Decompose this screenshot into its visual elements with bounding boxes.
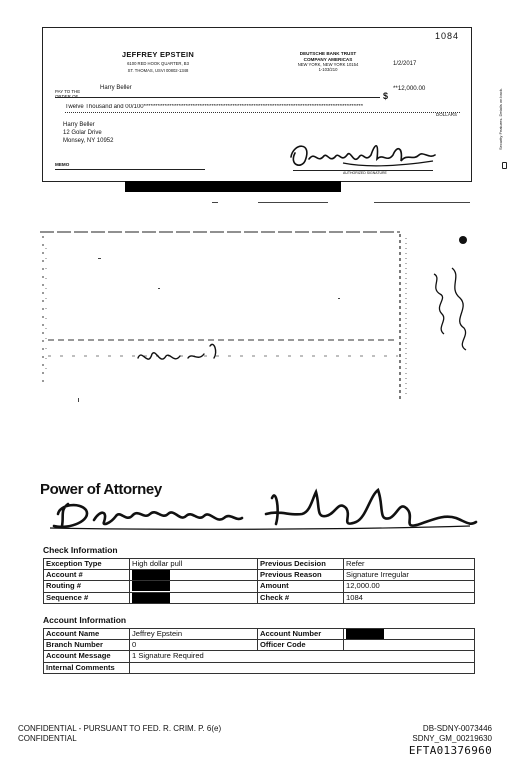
- table-row: [44, 629, 475, 640]
- redaction-bar: [132, 570, 170, 580]
- cell-label: Exception Type: [44, 559, 130, 570]
- bank-name-2: COMPANY AMERICAS: [303, 56, 353, 62]
- check-amount: **12,000.00: [393, 85, 426, 92]
- account-number-cell: [344, 629, 475, 640]
- micr-line-redaction: [125, 181, 341, 192]
- payee-address-name: Harry Beller: [63, 122, 95, 128]
- payee-name: Harry Beller: [100, 85, 132, 91]
- check-date: 1/2/2017: [393, 61, 417, 67]
- cell-value: Refer: [344, 559, 475, 570]
- cell-value: 1084: [344, 592, 475, 603]
- confidential-notice: CONFIDENTIAL - PURSUANT TO FED. R. CRIM. P. 6(e): [18, 724, 222, 733]
- memo-label: MEMO: [55, 162, 70, 167]
- cell-value: High dollar pull: [130, 559, 258, 570]
- bank-name-1: DEUTSCHE BANK TRUST: [299, 51, 357, 56]
- bank-block: [283, 51, 373, 72]
- redaction-bar: [132, 581, 170, 591]
- cell-label: Check #: [258, 592, 344, 603]
- cell-label: Account Name: [44, 629, 130, 640]
- scan-mark: [374, 202, 470, 203]
- dollars-label: DOLLARS: [435, 112, 457, 117]
- cell-value: Signature Irregular: [344, 570, 475, 581]
- cell-label: Account #: [44, 570, 130, 581]
- amount-in-words: Twelve Thousand and 00/100**********************************************************************************************: [65, 104, 460, 113]
- payee-address: [63, 121, 113, 145]
- cell-label: Previous Decision: [258, 559, 344, 570]
- payee-line: [55, 97, 380, 98]
- cell-value: Jeffrey Epstein: [130, 629, 258, 640]
- table-row: [44, 592, 475, 603]
- payer-address-2: ST. THOMAS, USVI 00802-1348: [127, 68, 189, 73]
- cell-value: [344, 640, 475, 651]
- scan-mark: [212, 202, 218, 203]
- scan-mark: [258, 202, 328, 203]
- bank-routing-fraction: 1-103/210: [318, 67, 338, 72]
- dollar-sign: $: [383, 91, 389, 101]
- redaction-bar: [346, 629, 384, 639]
- table-row: [44, 581, 475, 592]
- bates-number-2: SDNY_GM_00219630: [412, 734, 492, 743]
- memo-line: [55, 169, 205, 170]
- lock-icon: [502, 162, 507, 169]
- cell-value: 0: [130, 640, 258, 651]
- payee-address-city: Monsey, NY 10952: [63, 138, 114, 144]
- cell-label: Previous Reason: [258, 570, 344, 581]
- security-features-text: Security Features. Details on back.: [498, 88, 503, 151]
- bank-city: NEW YORK, NEW YORK 10154: [297, 62, 359, 67]
- check-information-table: [43, 558, 475, 604]
- check-back-scan: [38, 228, 470, 408]
- check-information-title: Check Information: [43, 545, 118, 555]
- sequence-number-cell: [130, 592, 258, 603]
- authorized-signature-label: AUTHORIZED SIGNATURE: [343, 171, 387, 175]
- cell-value: 1 Signature Required: [130, 651, 475, 662]
- account-information-title: Account Information: [43, 615, 127, 625]
- payer-name: JEFFREY EPSTEIN: [121, 50, 195, 59]
- check-front: [42, 27, 503, 182]
- routing-number-cell: [130, 581, 258, 592]
- cell-label: Branch Number: [44, 640, 130, 651]
- confidential-label: CONFIDENTIAL: [18, 734, 77, 743]
- cell-label: Amount: [258, 581, 344, 592]
- table-row: [44, 559, 475, 570]
- table-row: [44, 640, 475, 651]
- table-row: [44, 570, 475, 581]
- pay-to-label-line-1: PAY TO THE: [55, 89, 81, 94]
- cell-label: Account Message: [44, 651, 130, 662]
- cell-label: Routing #: [44, 581, 130, 592]
- table-row: [44, 651, 475, 662]
- cell-value: [130, 662, 475, 673]
- payer-block: [103, 50, 213, 73]
- efta-number: EFTA01376960: [408, 744, 492, 757]
- footer-right: [409, 724, 492, 757]
- footer-left: [18, 724, 221, 744]
- check-number: 1084: [434, 31, 459, 41]
- account-information-table: [43, 628, 475, 674]
- power-of-attorney-signature: [40, 470, 480, 540]
- front-signature: [283, 133, 443, 173]
- pay-to-label-line-2: ORDER OF: [55, 94, 79, 99]
- account-number-cell: [130, 570, 258, 581]
- cell-label: Sequence #: [44, 592, 130, 603]
- redaction-bar: [132, 593, 170, 603]
- cell-value: 12,000.00: [344, 581, 475, 592]
- cell-label: Account Number: [258, 629, 344, 640]
- cell-label: Internal Comments: [44, 662, 130, 673]
- bates-number-1: DB-SDNY-0073446: [422, 724, 492, 733]
- payer-address-1: 6100 RED HOOK QUARTER, B3: [127, 61, 189, 66]
- payee-address-street: 12 Golar Drive: [63, 130, 102, 136]
- cell-label: Officer Code: [258, 640, 344, 651]
- power-of-attorney-title: Power of Attorney: [40, 481, 162, 498]
- check-back: [38, 228, 470, 408]
- table-row: [44, 662, 475, 673]
